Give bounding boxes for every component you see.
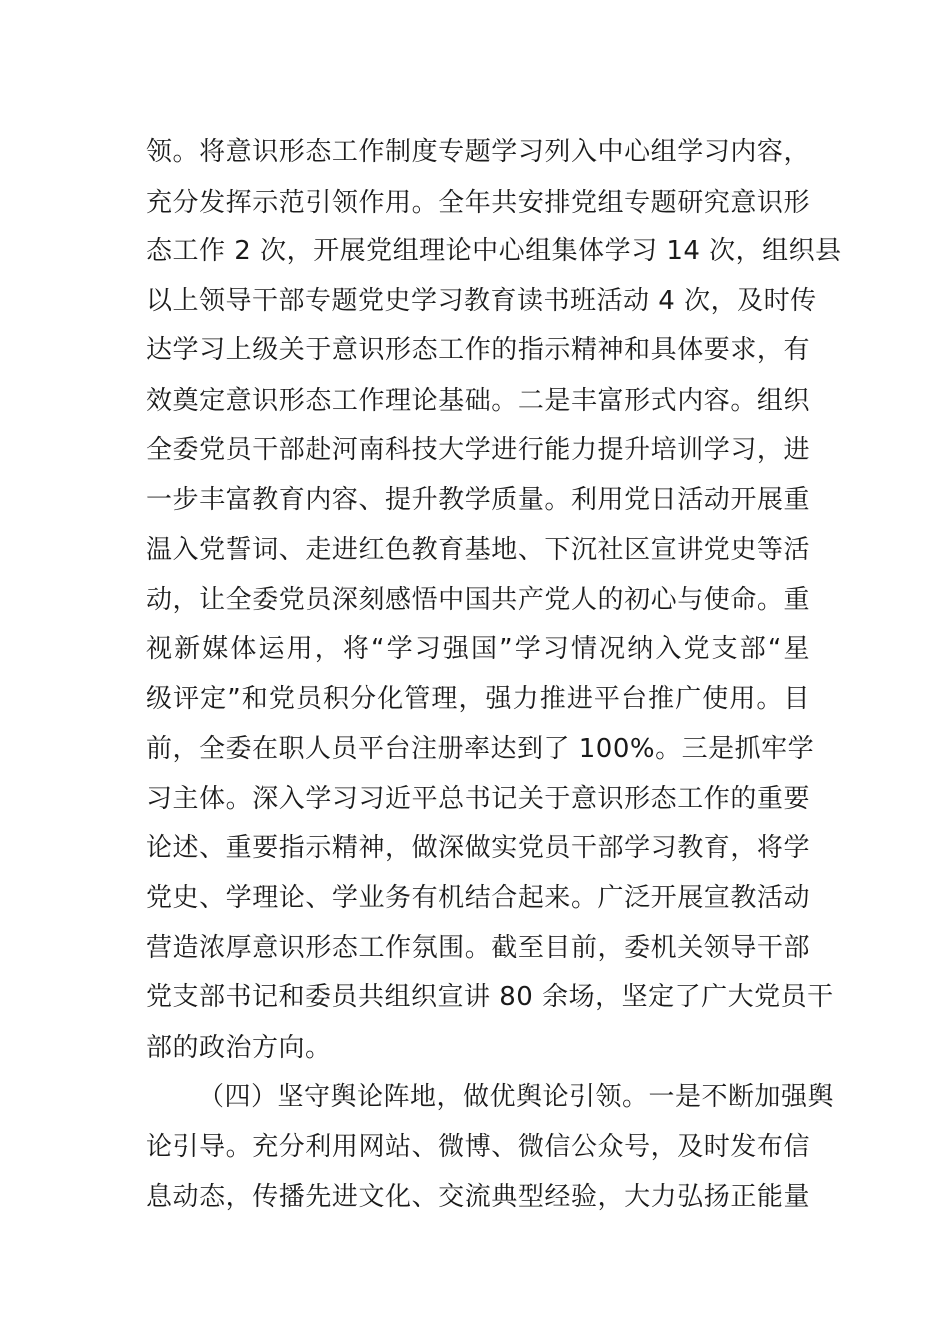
body-text-line: 级评定”和党员积分化管理，强力推进平台推广使用。目 — [146, 684, 810, 714]
body-text-line: 温入党誓词、走进红色教育基地、下沉社区宣讲党史等活 — [146, 535, 810, 565]
body-text-line: 一步丰富教育内容、提升教学质量。利用党日活动开展重 — [146, 485, 810, 515]
body-text-line: 论引导。充分利用网站、微博、微信公众号，及时发布信 — [146, 1132, 810, 1162]
body-text-line: 充分发挥示范引领作用。全年共安排党组专题研究意识形 — [146, 188, 810, 218]
body-text-line: 全委党员干部赴河南科技大学进行能力提升培训学习，进 — [146, 435, 810, 465]
body-text-line: 部的政治方向。 — [146, 1033, 332, 1063]
body-text-line: 视新媒体运用，将“学习强国”学习情况纳入党支部“星 — [146, 634, 810, 664]
body-text-line: 前，全委在职人员平台注册率达到了 100%。三是抓牢学 — [146, 734, 815, 764]
body-text-line: 态工作 2 次，开展党组理论中心组集体学习 14 次，组织县 — [146, 236, 842, 266]
body-text-line: 营造浓厚意识形态工作氛围。截至目前，委机关领导干部 — [146, 933, 810, 963]
body-text-line: 息动态，传播先进文化、交流典型经验，大力弘扬正能量 — [146, 1182, 810, 1212]
body-text-line: 领。将意识形态工作制度专题学习列入中心组学习内容， — [146, 137, 810, 167]
body-text-line: 习主体。深入学习习近平总书记关于意识形态工作的重要 — [146, 784, 810, 814]
body-text-line: 效奠定意识形态工作理论基础。二是丰富形式内容。组织 — [146, 386, 810, 416]
body-text-line: 以上领导干部专题党史学习教育读书班活动 4 次，及时传 — [146, 286, 817, 316]
body-text-line: 达学习上级关于意识形态工作的指示精神和具体要求，有 — [146, 335, 810, 365]
body-text-line: 论述、重要指示精神，做深做实党员干部学习教育，将学 — [146, 833, 810, 863]
body-text-line: 党支部书记和委员共组织宣讲 80 余场，坚定了广大党员干 — [146, 982, 834, 1012]
section-heading-line: （四）坚守舆论阵地，做优舆论引领。一是不断加强舆 — [198, 1082, 835, 1112]
body-text-line: 动，让全委党员深刻感悟中国共产党人的初心与使命。重 — [146, 585, 810, 615]
body-text-line: 党史、学理论、学业务有机结合起来。广泛开展宣教活动 — [146, 883, 810, 913]
